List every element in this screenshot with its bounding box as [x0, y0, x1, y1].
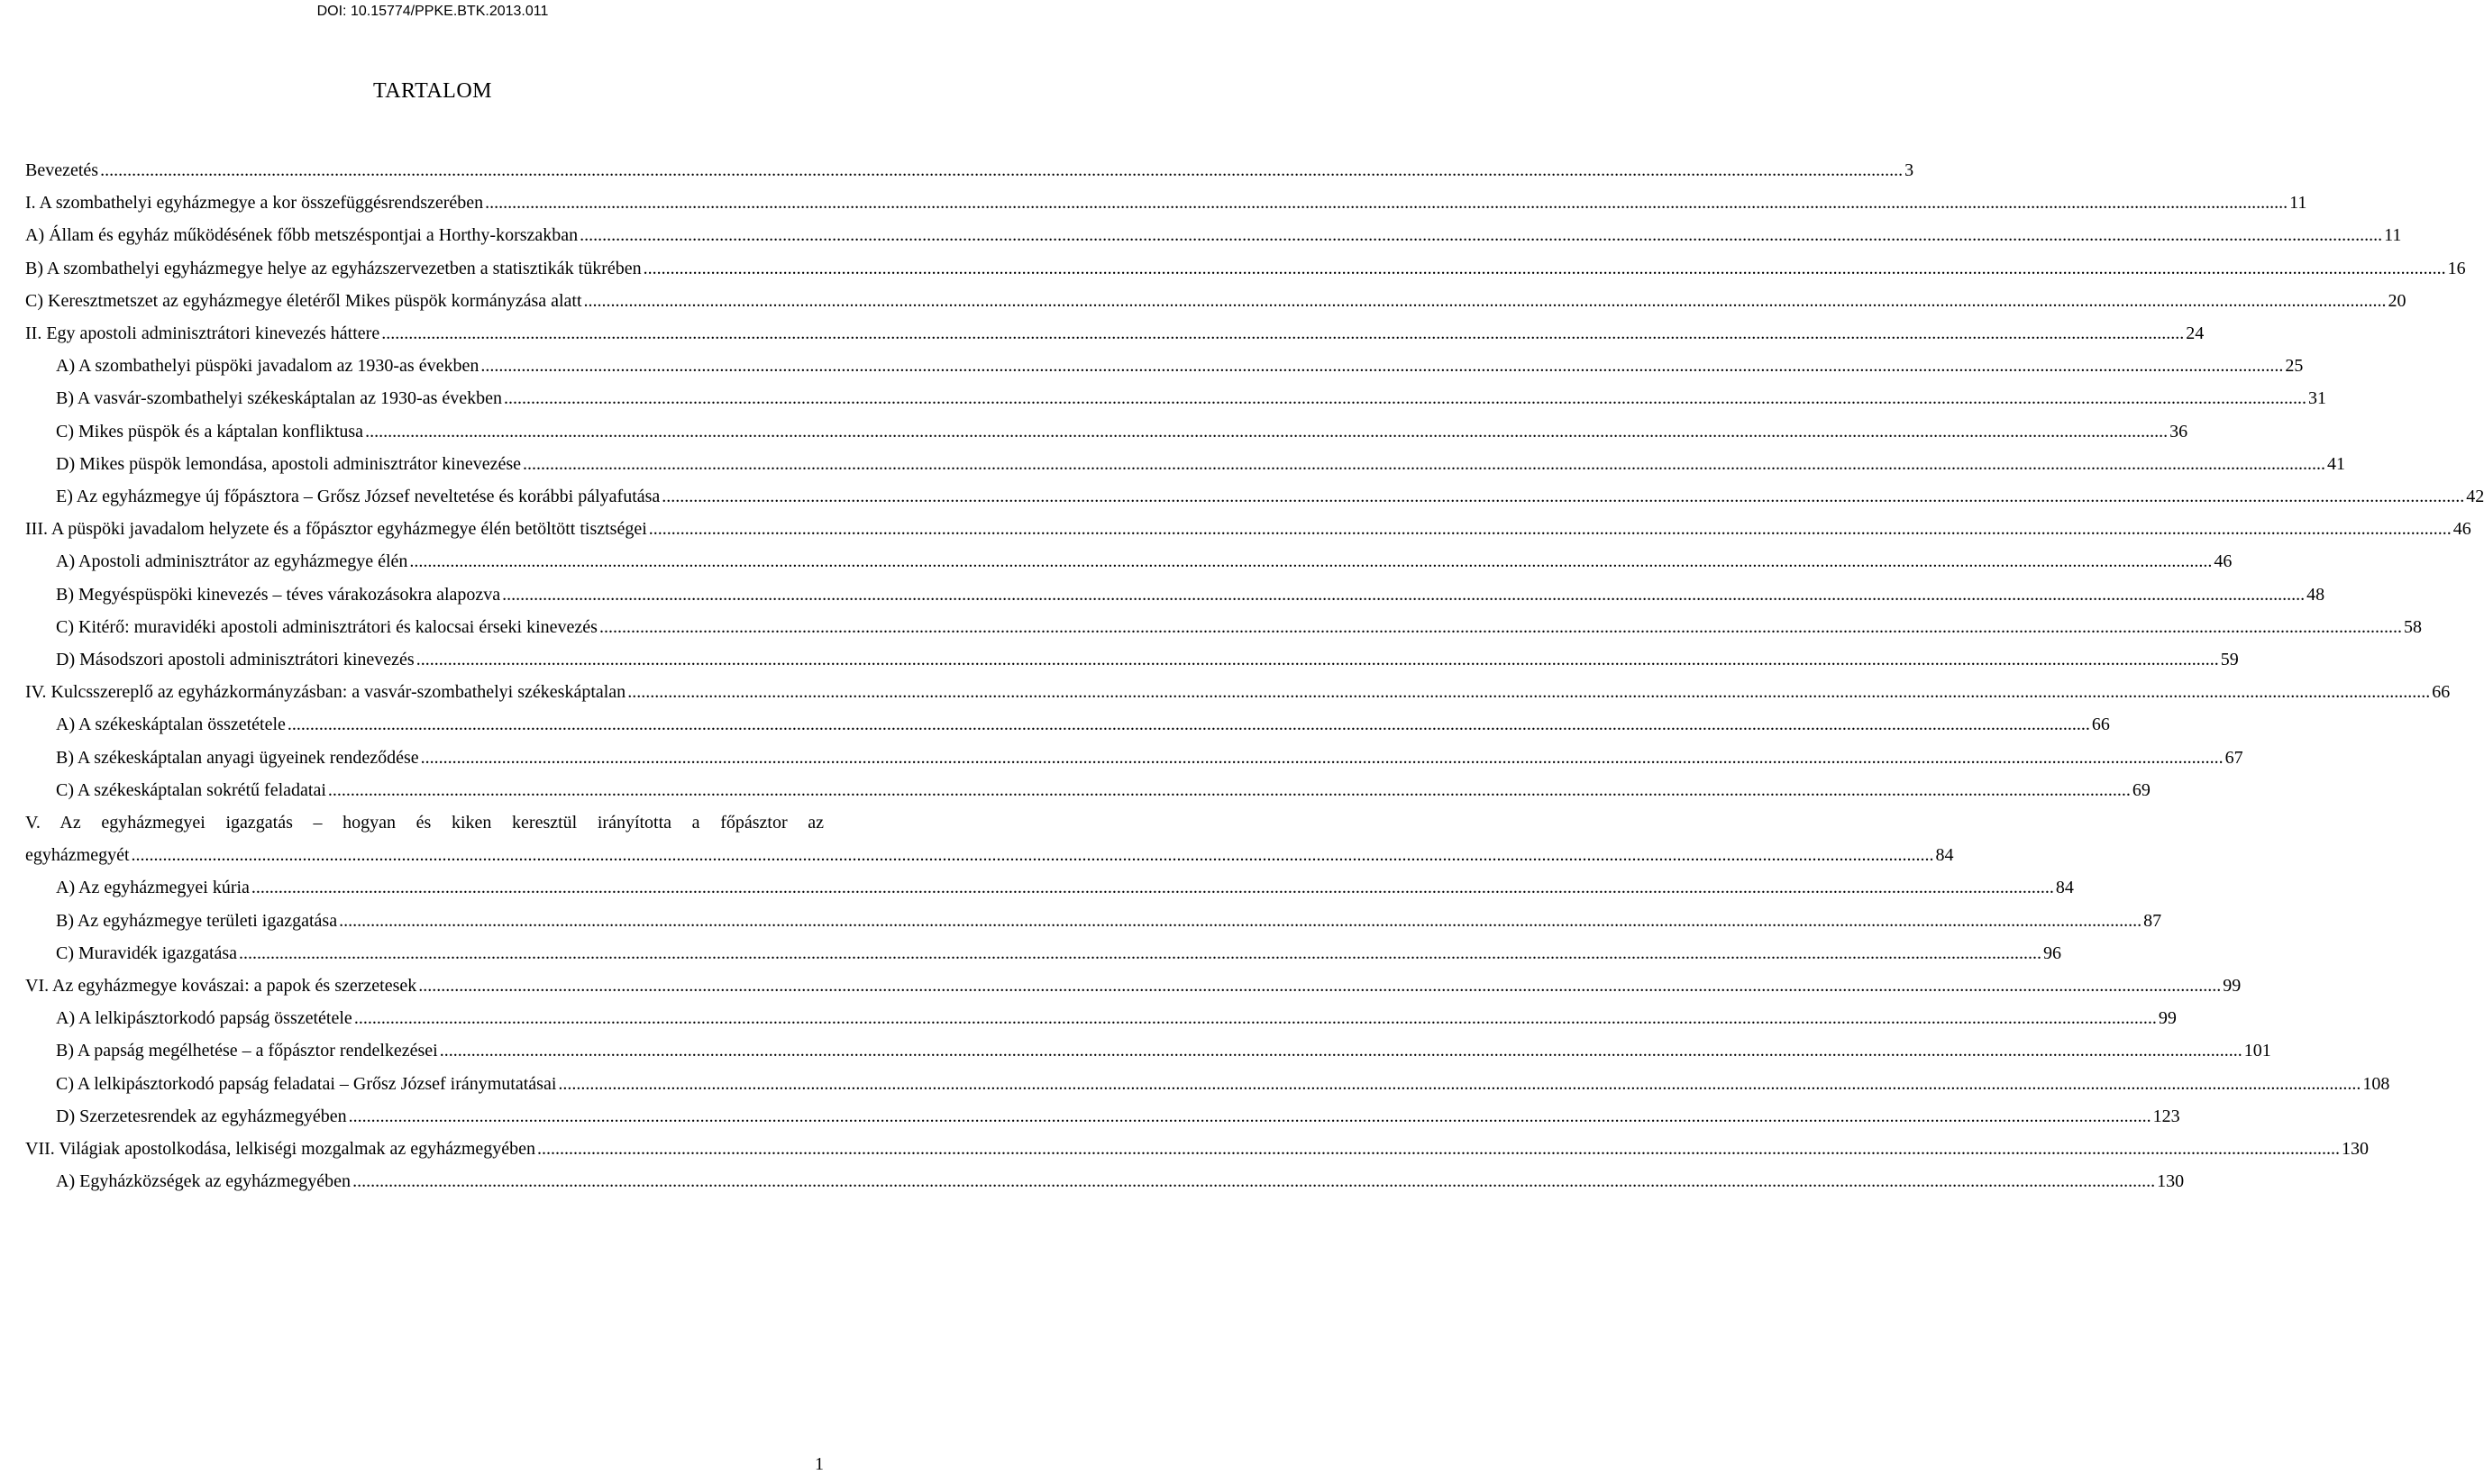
toc-entry-label: VII. Világiak apostolkodása, lelkiségi mozgalmak az egyházmegyében [25, 1139, 536, 1159]
page-title: TARTALOM [372, 79, 493, 103]
dot-leader: ................................................................................................................................................................................................................................................................................................................................................................................................................ [662, 487, 2465, 506]
dot-leader: ................................................................................................................................................................................................................................................................................................................................................................................................................ [131, 845, 1934, 866]
dot-leader: ................................................................................................................................................................................................................................................................................................................................................................................................................ [100, 160, 1904, 180]
toc-entry-label: A) Állam és egyház működésének főbb metszéspontjai a Horthy-korszakban [25, 225, 579, 246]
dot-leader: ................................................................................................................................................................................................................................................................................................................................................................................................................ [327, 779, 2131, 800]
toc-entry-label: IV. Kulcsszereplő az egyházkormányzásban: a vasvár-szombathelyi székeskáptalan [25, 682, 626, 703]
toc-entry-label: D) Mikes püspök lemondása, apostoli adminisztrátor kinevezése [56, 453, 521, 474]
toc-entry[interactable] [0, 579, 2325, 612]
toc-entry-label: B) A szombathelyi egyházmegye helye az egyházszervezetben a statisztikák tükrében [25, 258, 642, 278]
toc-entry-label: C) A székeskáptalan sokrétű feladatai [56, 779, 326, 800]
toc-entry[interactable] [0, 318, 2205, 351]
dot-leader: ................................................................................................................................................................................................................................................................................................................................................................................................................ [439, 1041, 2242, 1061]
toc-entry[interactable] [0, 742, 2243, 775]
toc-entry-page: 46 [2452, 519, 2471, 540]
dot-leader: ................................................................................................................................................................................................................................................................................................................................................................................................................ [239, 942, 2042, 963]
dot-leader: ................................................................................................................................................................................................................................................................................................................................................................................................................ [251, 878, 2054, 898]
toc-entry-label: E) Az egyházmegye új főpásztora – Grősz József neveltetése és korábbi pályafutása [56, 487, 661, 506]
toc-entry-label: Bevezetés [25, 160, 99, 180]
toc-entry-page: 84 [1935, 845, 1954, 866]
dot-leader: ................................................................................................................................................................................................................................................................................................................................................................................................................ [416, 650, 2219, 669]
toc-entry[interactable] [0, 970, 2242, 1003]
toc-entry-page: 101 [2243, 1041, 2271, 1061]
dot-leader: ................................................................................................................................................................................................................................................................................................................................................................................................................ [648, 519, 2452, 540]
toc-entry[interactable] [0, 872, 2074, 905]
toc-entry-label: III. A püspöki javadalom helyzete és a főpásztor egyházmegye élén betöltött tisztségei [25, 519, 647, 540]
toc-entry[interactable] [0, 1035, 2271, 1068]
toc-entry[interactable] [0, 677, 2451, 709]
toc-entry-page: 108 [2362, 1073, 2390, 1094]
toc-entry-page: 3 [1904, 160, 1914, 180]
toc-entry-page: 25 [2285, 356, 2304, 377]
dot-leader: ................................................................................................................................................................................................................................................................................................................................................................................................................ [348, 1106, 2151, 1126]
toc-entry-label: C) Kitérő: muravidéki apostoli adminisztrátori és kalocsai érseki kinevezés [56, 616, 598, 637]
toc-entry[interactable] [0, 416, 2188, 449]
dot-leader: ................................................................................................................................................................................................................................................................................................................................................................................................................ [365, 421, 2169, 442]
toc-entry-label: B) A székeskáptalan anyagi ügyeinek rendeződése [56, 747, 419, 768]
page-number: 1 [815, 1454, 824, 1474]
toc-entry-page: 46 [2214, 551, 2233, 572]
toc-entry-label: I. A szombathelyi egyházmegye a kor összefüggésrendszerében [25, 193, 484, 214]
toc-entry-label: A) Az egyházmegyei kúria [56, 878, 250, 898]
toc-entry-page: 31 [2307, 388, 2326, 409]
dot-leader: ................................................................................................................................................................................................................................................................................................................................................................................................................ [353, 1008, 2157, 1029]
toc-entry-label: B) Az egyházmegye területi igazgatása [56, 910, 338, 931]
toc-entry[interactable] [0, 220, 2402, 252]
toc-entry[interactable] [0, 807, 865, 840]
toc-entry-page: 66 [2432, 682, 2451, 703]
dot-leader: ................................................................................................................................................................................................................................................................................................................................................................................................................ [502, 584, 2306, 605]
toc-entry-page: 87 [2143, 910, 2162, 931]
dot-leader: ................................................................................................................................................................................................................................................................................................................................................................................................................ [643, 258, 2446, 278]
dot-leader: ................................................................................................................................................................................................................................................................................................................................................................................................................ [480, 356, 2284, 377]
toc-entry[interactable] [0, 1133, 2370, 1166]
toc-entry-label: A) Egyházközségek az egyházmegyében [56, 1171, 352, 1192]
dot-leader: ................................................................................................................................................................................................................................................................................................................................................................................................................ [558, 1073, 2361, 1094]
toc-entry-page: 11 [2289, 193, 2307, 214]
toc-entry-page: 69 [2132, 779, 2151, 800]
toc-entry-page: 99 [2223, 976, 2242, 996]
dot-leader: ................................................................................................................................................................................................................................................................................................................................................................................................................ [339, 910, 2142, 931]
toc-entry-label: C) Keresztmetszet az egyházmegye életéről Mikes püspök kormányzása alatt [25, 290, 582, 311]
toc-entry-label: V. Az egyházmegyei igazgatás – hogyan és kiken keresztül irányította a főpásztor az [25, 813, 824, 833]
toc-entry[interactable] [0, 449, 2345, 481]
dot-leader: ................................................................................................................................................................................................................................................................................................................................................................................................................ [583, 290, 2387, 311]
toc-entry[interactable] [0, 840, 1954, 872]
dot-leader: ................................................................................................................................................................................................................................................................................................................................................................................................................ [627, 682, 2431, 703]
toc-entry[interactable] [0, 253, 2466, 286]
toc-entry[interactable] [0, 155, 1914, 187]
toc-entry[interactable] [0, 546, 2233, 578]
dot-leader: ................................................................................................................................................................................................................................................................................................................................................................................................................ [409, 551, 2213, 572]
toc-entry[interactable] [0, 1166, 2185, 1198]
dot-leader: ................................................................................................................................................................................................................................................................................................................................................................................................................ [381, 323, 2185, 343]
toc-entry[interactable] [0, 383, 2326, 415]
toc-entry-label: C) A lelkipásztorkodó papság feladatai – Grősz József iránymutatásai [56, 1073, 557, 1094]
toc-entry[interactable] [0, 906, 2162, 938]
toc-entry-page: 96 [2043, 942, 2062, 963]
dot-leader: ................................................................................................................................................................................................................................................................................................................................................................................................................ [485, 193, 2288, 214]
toc-entry-page: 130 [2157, 1171, 2185, 1192]
toc-entry-page: 66 [2091, 715, 2110, 735]
toc-entry-label: A) A lelkipásztorkodó papság összetétele [56, 1008, 352, 1029]
toc-entry-label: A) Apostoli adminisztrátor az egyházmegye élén [56, 551, 408, 572]
toc-entry[interactable] [0, 286, 2406, 318]
toc-entry[interactable] [0, 775, 2151, 807]
toc-entry-label: C) Muravidék igazgatása [56, 942, 238, 963]
doi-header: DOI: 10.15774/PPKE.BTK.2013.011 [316, 4, 549, 19]
toc-entry-page: 42 [2466, 487, 2484, 506]
toc-entry-page: 58 [2403, 616, 2422, 637]
toc-entry[interactable] [0, 938, 2062, 970]
toc-entry-label: C) Mikes püspök és a káptalan konfliktusa [56, 421, 364, 442]
toc-entry-page: 36 [2169, 421, 2188, 442]
toc-entry-label: B) A vasvár-szombathelyi székeskáptalan az 1930-as években [56, 388, 502, 409]
toc-entry[interactable] [0, 187, 2307, 220]
dot-leader: ................................................................................................................................................................................................................................................................................................................................................................................................................ [503, 388, 2306, 409]
dot-leader: ................................................................................................................................................................................................................................................................................................................................................................................................................ [598, 616, 2402, 637]
dot-leader: ................................................................................................................................................................................................................................................................................................................................................................................................................ [523, 453, 2325, 474]
toc-entry-label: B) Megyéspüspöki kinevezés – téves várakozásokra alapozva [56, 584, 501, 605]
toc-entry-page: 67 [2224, 747, 2243, 768]
toc-entry-page: 130 [2342, 1139, 2370, 1159]
toc-entry-label: A) A szombathelyi püspöki javadalom az 1930-as években [56, 356, 479, 377]
toc-entry-label: B) A papság megélhetése – a főpásztor rendelkezései [56, 1041, 438, 1061]
toc-entry[interactable] [0, 481, 2484, 514]
toc-entry[interactable] [0, 1101, 2180, 1133]
toc-entry[interactable] [0, 1003, 2177, 1035]
toc-entry-page: 123 [2152, 1106, 2180, 1126]
toc-entry[interactable] [0, 1069, 2390, 1101]
toc-entry-label: A) A székeskáptalan összetétele [56, 715, 286, 735]
dot-leader: ................................................................................................................................................................................................................................................................................................................................................................................................................ [420, 747, 2224, 768]
toc-entry[interactable] [0, 351, 2304, 383]
dot-leader: ................................................................................................................................................................................................................................................................................................................................................................................................................ [287, 715, 2090, 735]
dot-leader: ................................................................................................................................................................................................................................................................................................................................................................................................................ [418, 976, 2222, 996]
toc-entry-label: II. Egy apostoli adminisztrátori kinevezés háttere [25, 323, 380, 343]
toc-entry-page: 59 [2220, 650, 2239, 669]
toc-entry-label: D) Másodszori apostoli adminisztrátori kinevezés [56, 650, 415, 669]
toc-entry[interactable] [0, 514, 2471, 546]
dot-leader: ................................................................................................................................................................................................................................................................................................................................................................................................................ [537, 1139, 2341, 1159]
toc-entry-label: egyházmegyét [25, 845, 130, 866]
toc-entry-page: 99 [2158, 1008, 2177, 1029]
toc-entry-page: 24 [2186, 323, 2205, 343]
toc-entry[interactable] [0, 644, 2239, 677]
dot-leader: ................................................................................................................................................................................................................................................................................................................................................................................................................ [580, 225, 2383, 246]
toc-entry-label: VI. Az egyházmegye kovászai: a papok és szerzetesek [25, 976, 417, 996]
toc-entry-page: 20 [2388, 290, 2406, 311]
toc-entry-label: D) Szerzetesrendek az egyházmegyében [56, 1106, 347, 1126]
dot-leader: ................................................................................................................................................................................................................................................................................................................................................................................................................ [352, 1171, 2156, 1192]
toc-entry-page: 16 [2447, 258, 2466, 278]
toc-entry-page: 48 [2306, 584, 2325, 605]
toc-entry[interactable] [0, 709, 2110, 742]
toc-entry-page: 41 [2327, 453, 2345, 474]
toc-entry-page: 84 [2055, 878, 2074, 898]
toc-entry-page: 11 [2384, 225, 2402, 246]
toc-entry[interactable] [0, 612, 2422, 644]
